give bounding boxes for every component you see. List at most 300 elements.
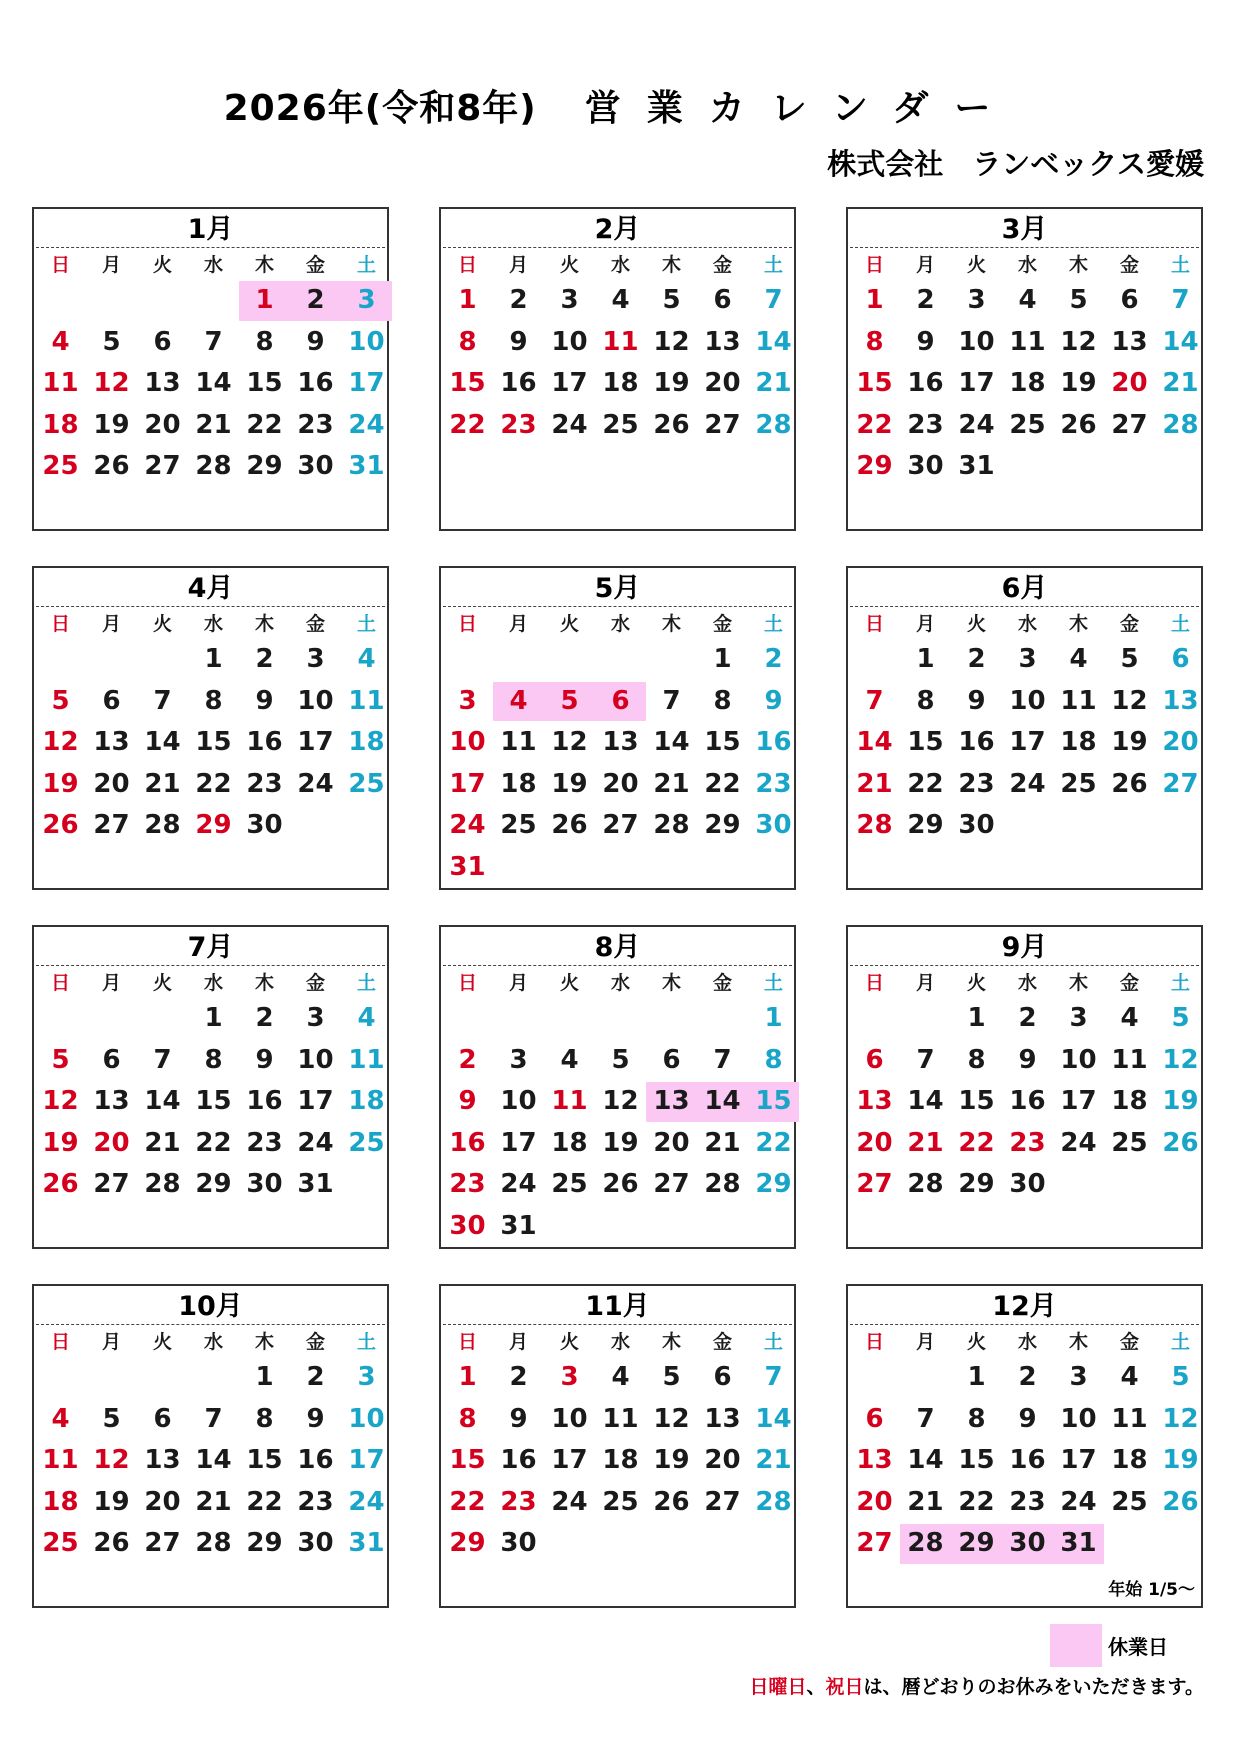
weekday-header: 火 [559,613,579,635]
footnote-holiday: 祝日 [825,1676,864,1698]
day-cell: 16 [297,1445,334,1475]
weekday-header: 土 [356,613,376,635]
day-cell: 16 [755,727,792,757]
day-cell: 4 [611,285,630,315]
day-cell: 29 [958,1528,995,1558]
weekday-header: 月 [508,613,528,635]
day-cell: 31 [297,1169,334,1199]
weekday-header: 金 [305,972,325,994]
weekday-header: 火 [966,1331,986,1353]
day-cell: 6 [102,1044,121,1075]
day-cell: 21 [755,368,792,398]
day-cell: 10 [449,727,486,757]
day-cell: 4 [51,326,70,357]
day-cell: 3 [1018,644,1037,674]
day-cell: 13 [856,1445,893,1475]
day-cell: 21 [1162,368,1199,398]
day-cell: 2 [764,644,783,674]
day-cell: 30 [246,1169,283,1199]
month-day-grid [849,968,1201,1247]
day-cell: 17 [297,1086,334,1116]
weekday-header: 木 [254,613,274,635]
day-cell: 30 [297,1528,334,1558]
weekday-header: 土 [763,1331,783,1353]
day-cell: 30 [907,451,944,481]
month-title: 1月 [36,209,385,248]
day-cell: 28 [195,1528,232,1558]
day-cell: 6 [1120,285,1139,315]
day-cell: 3 [357,1362,376,1392]
day-cell: 18 [602,1445,639,1475]
day-cell: 3 [560,285,579,315]
day-cell: 6 [102,685,121,716]
day-cell: 13 [704,326,741,357]
title-main: 営業カレンダー [584,88,1017,129]
day-cell: 7 [153,1044,172,1075]
day-cell: 22 [195,768,232,799]
day-cell: 6 [865,1403,884,1434]
day-cell: 29 [195,1169,232,1199]
day-cell: 22 [195,1127,232,1158]
day-cell: 10 [551,1403,588,1434]
day-cell: 9 [764,685,783,716]
day-cell: 19 [42,1127,79,1158]
month-day-grid [849,1327,1201,1606]
weekday-header: 土 [1170,254,1190,276]
month-calendar [32,566,389,890]
weekday-header: 水 [1017,972,1037,994]
day-cell: 8 [255,1403,274,1434]
day-cell: 28 [856,810,893,840]
weekday-header: 水 [610,972,630,994]
day-cell: 21 [144,1127,181,1158]
weekday-header: 木 [1068,1331,1088,1353]
day-cell: 21 [856,768,893,799]
day-cell: 7 [204,1403,223,1434]
day-cell: 8 [255,326,274,357]
day-cell: 17 [348,1445,385,1475]
day-cell: 15 [195,727,232,757]
weekday-header: 日 [864,613,884,635]
day-cell: 9 [1018,1403,1037,1434]
day-cell: 6 [611,685,630,716]
day-cell: 19 [602,1127,639,1158]
day-cell: 5 [1171,1362,1190,1392]
weekday-header: 金 [1119,613,1139,635]
weekday-header: 土 [356,254,376,276]
day-cell: 18 [42,409,79,440]
day-cell: 25 [42,1528,79,1558]
day-cell: 30 [1009,1528,1046,1558]
month-day-grid [442,609,794,888]
day-cell: 11 [1009,326,1046,357]
day-cell: 12 [551,727,588,757]
day-cell: 2 [509,1362,528,1392]
month-title: 12月 [850,1286,1199,1325]
weekday-header: 水 [610,1331,630,1353]
day-cell: 3 [509,1044,528,1075]
weekday-header: 金 [1119,254,1139,276]
weekday-header: 金 [712,613,732,635]
day-cell: 30 [449,1210,486,1241]
weekday-header: 金 [1119,972,1139,994]
day-cell: 6 [713,1362,732,1392]
weekday-header: 水 [203,972,223,994]
weekday-header: 日 [457,613,477,635]
day-cell: 29 [246,451,283,481]
weekday-header: 火 [966,972,986,994]
day-cell: 30 [1009,1169,1046,1199]
day-cell: 8 [865,326,884,357]
weekday-header: 水 [203,1331,223,1353]
month-calendar [439,925,796,1249]
month-day-grid [442,1327,794,1606]
day-cell: 4 [51,1403,70,1434]
calendar-grid [32,207,1203,1608]
weekday-header: 月 [101,254,121,276]
legend-closed-swatch [1050,1624,1102,1667]
footnote-sunday: 日曜日 [749,1676,807,1698]
weekday-header: 木 [661,613,681,635]
day-cell: 26 [93,1528,130,1558]
company-name: 株式会社 ランベックス愛媛 [827,147,1204,181]
day-cell: 11 [1111,1044,1148,1075]
day-cell: 9 [509,326,528,357]
day-cell: 3 [357,285,376,315]
weekday-header: 土 [356,972,376,994]
month-day-grid [442,250,794,529]
day-cell: 16 [246,1086,283,1116]
day-cell: 14 [144,1086,181,1116]
weekday-header: 木 [254,254,274,276]
day-cell: 12 [602,1086,639,1116]
weekday-header: 土 [1170,972,1190,994]
day-cell: 5 [560,685,579,716]
day-cell: 14 [1162,326,1199,357]
weekday-header: 日 [864,972,884,994]
weekday-header: 日 [50,972,70,994]
day-cell: 20 [704,368,741,398]
day-cell: 18 [42,1486,79,1517]
day-cell: 15 [755,1086,792,1116]
day-cell: 23 [958,768,995,799]
month-title: 10月 [36,1286,385,1325]
month-day-grid [849,250,1201,529]
weekday-header: 月 [915,613,935,635]
day-cell: 14 [755,326,792,357]
day-cell: 20 [602,768,639,799]
day-cell: 20 [704,1445,741,1475]
day-cell: 13 [1111,326,1148,357]
day-cell: 29 [449,1528,486,1558]
day-cell: 14 [755,1403,792,1434]
month-calendar [439,207,796,531]
day-cell: 14 [704,1086,741,1116]
day-cell: 25 [1009,409,1046,440]
day-cell: 23 [907,409,944,440]
day-cell: 27 [93,1169,130,1199]
day-cell: 26 [653,409,690,440]
day-cell: 11 [42,1445,79,1475]
day-cell: 5 [1171,1003,1190,1033]
weekday-header: 月 [101,1331,121,1353]
month-calendar [32,925,389,1249]
month-day-grid [442,968,794,1247]
day-cell: 2 [967,644,986,674]
weekday-header: 日 [864,1331,884,1353]
day-cell: 2 [458,1044,477,1075]
day-cell: 18 [1060,727,1097,757]
weekday-header: 火 [152,613,172,635]
day-cell: 4 [1120,1362,1139,1392]
day-cell: 2 [255,1003,274,1033]
weekday-header: 月 [508,254,528,276]
weekday-header: 木 [254,1331,274,1353]
day-cell: 28 [907,1169,944,1199]
day-cell: 25 [42,451,79,481]
weekday-header: 日 [50,254,70,276]
day-cell: 24 [551,1486,588,1517]
day-cell: 26 [551,810,588,840]
day-cell: 9 [306,1403,325,1434]
day-cell: 22 [907,768,944,799]
day-cell: 19 [1111,727,1148,757]
day-cell: 8 [204,685,223,716]
day-cell: 20 [653,1127,690,1158]
day-cell: 9 [509,1403,528,1434]
weekday-header: 水 [1017,254,1037,276]
month-day-grid [849,609,1201,888]
day-cell: 23 [500,409,537,440]
day-cell: 3 [306,644,325,674]
day-cell: 5 [662,285,681,315]
day-cell: 11 [602,326,639,357]
day-cell: 20 [93,1127,130,1158]
day-cell: 6 [865,1044,884,1075]
weekday-header: 水 [203,254,223,276]
day-cell: 28 [195,451,232,481]
day-cell: 26 [42,810,79,840]
day-cell: 4 [357,644,376,674]
day-cell: 24 [348,409,385,440]
weekday-header: 火 [559,972,579,994]
day-cell: 23 [1009,1486,1046,1517]
weekday-header: 水 [203,613,223,635]
day-cell: 21 [704,1127,741,1158]
day-cell: 16 [246,727,283,757]
day-cell: 30 [246,810,283,840]
day-cell: 13 [602,727,639,757]
day-cell: 22 [704,768,741,799]
day-cell: 14 [907,1086,944,1116]
day-cell: 7 [865,685,884,716]
day-cell: 30 [297,451,334,481]
day-cell: 28 [144,1169,181,1199]
day-cell: 21 [907,1486,944,1517]
day-cell: 16 [1009,1445,1046,1475]
day-cell: 22 [246,1486,283,1517]
day-cell: 2 [255,644,274,674]
day-cell: 21 [144,768,181,799]
day-cell: 2 [306,1362,325,1392]
day-cell: 8 [713,685,732,716]
day-cell: 3 [1069,1362,1088,1392]
day-cell: 8 [764,1044,783,1075]
day-cell: 29 [195,810,232,840]
day-cell: 10 [1060,1044,1097,1075]
day-cell: 30 [958,810,995,840]
day-cell: 9 [1018,1044,1037,1075]
day-cell: 3 [967,285,986,315]
day-cell: 18 [1111,1086,1148,1116]
day-cell: 26 [1162,1127,1199,1158]
day-cell: 10 [297,1044,334,1075]
day-cell: 5 [662,1362,681,1392]
weekday-header: 火 [152,254,172,276]
day-cell: 17 [551,1445,588,1475]
day-cell: 14 [653,727,690,757]
weekday-header: 金 [305,254,325,276]
day-cell: 24 [500,1169,537,1199]
month-calendar [846,207,1203,531]
month-note: 年始 1/5～ [1108,1580,1195,1600]
day-cell: 17 [1009,727,1046,757]
day-cell: 14 [907,1445,944,1475]
weekday-header: 日 [457,1331,477,1353]
page-title [0,80,1240,131]
day-cell: 26 [653,1486,690,1517]
month-title: 2月 [443,209,792,248]
day-cell: 15 [856,368,893,398]
day-cell: 5 [51,1044,70,1075]
day-cell: 1 [865,285,884,315]
day-cell: 6 [153,326,172,357]
day-cell: 9 [255,685,274,716]
day-cell: 13 [144,1445,181,1475]
day-cell: 25 [551,1169,588,1199]
day-cell: 31 [1060,1528,1097,1558]
day-cell: 14 [195,1445,232,1475]
day-cell: 20 [1162,727,1199,757]
day-cell: 1 [967,1362,986,1392]
day-cell: 1 [967,1003,986,1033]
day-cell: 29 [958,1169,995,1199]
day-cell: 22 [958,1486,995,1517]
day-cell: 24 [958,409,995,440]
day-cell: 16 [500,368,537,398]
day-cell: 31 [449,851,486,882]
day-cell: 25 [348,768,385,799]
day-cell: 9 [458,1086,477,1116]
day-cell: 20 [1111,368,1148,398]
weekday-header: 土 [763,972,783,994]
day-cell: 8 [916,685,935,716]
day-cell: 13 [144,368,181,398]
day-cell: 26 [42,1169,79,1199]
weekday-header: 金 [305,1331,325,1353]
day-cell: 18 [551,1127,588,1158]
day-cell: 4 [1069,644,1088,674]
day-cell: 27 [144,451,181,481]
day-cell: 11 [602,1403,639,1434]
month-calendar [439,1284,796,1608]
day-cell: 27 [856,1528,893,1558]
day-cell: 14 [856,727,893,757]
day-cell: 10 [551,326,588,357]
day-cell: 10 [348,1403,385,1434]
day-cell: 24 [297,1127,334,1158]
day-cell: 16 [500,1445,537,1475]
day-cell: 13 [653,1086,690,1116]
day-cell: 15 [195,1086,232,1116]
weekday-header: 月 [508,1331,528,1353]
day-cell: 12 [42,1086,79,1116]
day-cell: 3 [560,1362,579,1392]
day-cell: 1 [764,1003,783,1033]
day-cell: 12 [42,727,79,757]
day-cell: 31 [348,451,385,481]
day-cell: 18 [1111,1445,1148,1475]
day-cell: 9 [916,326,935,357]
weekday-header: 日 [50,1331,70,1353]
day-cell: 22 [958,1127,995,1158]
footnote [749,1672,1204,1699]
day-cell: 7 [764,1362,783,1392]
day-cell: 18 [500,768,537,799]
weekday-header: 金 [305,613,325,635]
day-cell: 6 [1171,644,1190,674]
day-cell: 23 [297,409,334,440]
day-cell: 17 [1060,1086,1097,1116]
day-cell: 4 [357,1003,376,1033]
day-cell: 7 [916,1044,935,1075]
day-cell: 10 [958,326,995,357]
day-cell: 3 [306,1003,325,1033]
day-cell: 20 [144,1486,181,1517]
day-cell: 5 [1069,285,1088,315]
day-cell: 12 [653,1403,690,1434]
day-cell: 2 [1018,1362,1037,1392]
day-cell: 22 [856,409,893,440]
day-cell: 17 [348,368,385,398]
day-cell: 29 [856,451,893,481]
day-cell: 19 [42,768,79,799]
day-cell: 1 [458,285,477,315]
footnote-rest: は、暦どおりのお休みをいただきます。 [863,1676,1204,1698]
weekday-header: 火 [152,1331,172,1353]
weekday-header: 木 [661,1331,681,1353]
day-cell: 12 [93,368,130,398]
day-cell: 19 [1060,368,1097,398]
day-cell: 8 [967,1403,986,1434]
day-cell: 29 [704,810,741,840]
weekday-header: 火 [559,254,579,276]
day-cell: 24 [348,1486,385,1517]
day-cell: 21 [653,768,690,799]
weekday-header: 日 [457,254,477,276]
month-title: 4月 [36,568,385,607]
day-cell: 15 [449,1445,486,1475]
month-day-grid [35,1327,387,1606]
day-cell: 2 [1018,1003,1037,1033]
day-cell: 17 [551,368,588,398]
day-cell: 16 [449,1127,486,1158]
day-cell: 24 [1060,1127,1097,1158]
day-cell: 11 [348,685,385,716]
day-cell: 11 [1111,1403,1148,1434]
weekday-header: 金 [712,1331,732,1353]
weekday-header: 水 [610,613,630,635]
